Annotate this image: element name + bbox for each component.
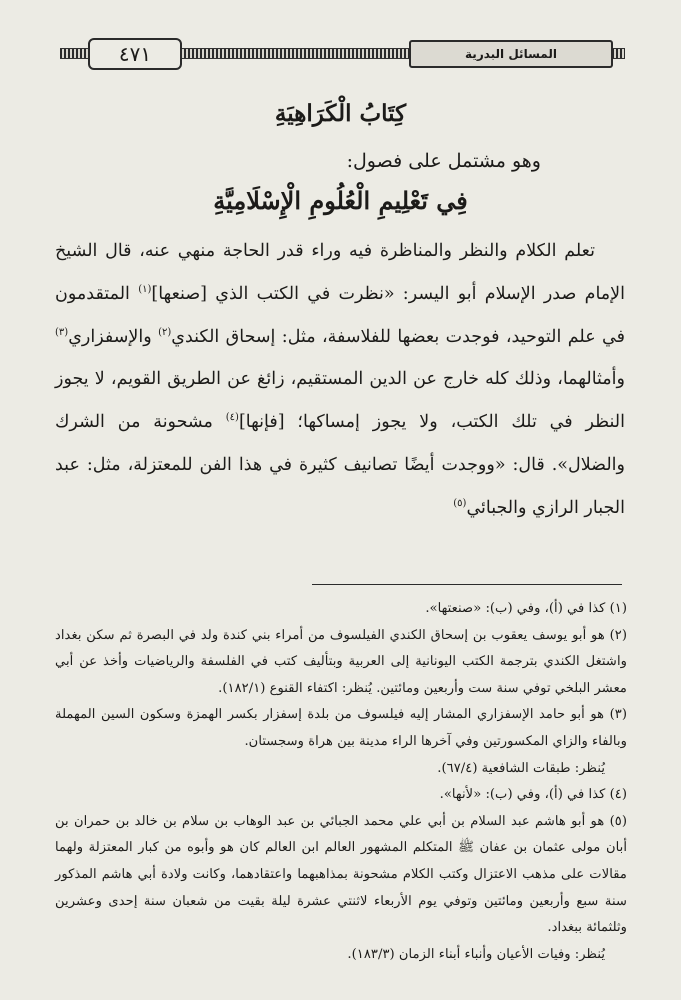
footnote-4: (٤) كذا في (أ)، وفي (ب): «لأنها». bbox=[439, 787, 627, 803]
page-number: ٤٧١ bbox=[88, 38, 182, 70]
book-title: كِتَابُ الْكَرَاهِيَةِ bbox=[274, 100, 407, 127]
footnote-1: (١) كذا في (أ)، وفي (ب): «صنعتها». bbox=[425, 601, 627, 616]
body-text-part-1: تعلم الكلام والنظر والمناظرة فيه وراء قدر الحاجة منهي عنه، قال الشيخ الإمام صدر الإسلام أبو اليسر: «نظرت في الكتب الذي [صنعها] bbox=[55, 241, 625, 304]
footnote-3-reference: يُنظر: طبقات الشافعية (٦٧/٤). bbox=[437, 760, 605, 776]
page-header bbox=[60, 38, 625, 68]
footnote-ref-2: (٢) bbox=[158, 326, 172, 338]
body-text-part-5: مشحونة من الشرك والضلال». قال: «ووجدت أيضًا تصانيف كثيرة في هذا الفن للمعتزلة، مثل: عبد الجبار الرازي والجبائي bbox=[55, 412, 625, 518]
footnotes bbox=[55, 596, 627, 968]
footnote-3: (٣) هو أبو حامد الإسفزاري المشار إليه فيلسوف من بلدة إسفزار بكسر الهمزة وسكون السين المهملة وبالفاء والزاي المكسورتين وفي آخرها الراء مدينة بين هراة وسجستان. bbox=[55, 707, 627, 749]
intro-line: وهو مشتمل على فصول: bbox=[346, 150, 541, 172]
section-title: فِي تَعْلِيمِ الْعُلُومِ الْإِسْلَامِيَّةِ bbox=[213, 186, 468, 215]
footnote-2: (٢) هو أبو يوسف يعقوب بن إسحاق الكندي الفيلسوف من أمراء بني كندة ولد في البصرة ثم سكن بغداد واشتغل الكندي بترجمة الكتب اليونانية إلى العربية وبتأليف كتب في الفلسفة والرياضيات وأخذ عن أبي معشر البلخي توفي سنة ست وأربعين ومائتين. يُنظر: اكتفاء القنوع (١٨٢/١). bbox=[55, 627, 627, 696]
footnote-ref-5: (٥) bbox=[453, 497, 467, 509]
body-text-part-2: المتقدمون في علم التوحيد، فوجدت بعضها للفلاسفة، مثل: إسحاق الكندي bbox=[55, 283, 625, 347]
running-title: المسائل البدرية bbox=[409, 40, 613, 68]
footnote-5-reference: يُنظر: وفيات الأعيان وأنباء أبناء الزمان (١٨٣/٣). bbox=[347, 946, 605, 962]
footnote-ref-4: (٤) bbox=[225, 412, 239, 424]
body-text-part-4: وأمثالهما، وذلك كله خارج عن الدين المستقيم، زائغ عن الطريق القويم، لا يجوز النظر في تلك الكتب، ولا يجوز إمساكها؛ [فإنها] bbox=[55, 369, 625, 433]
footnote-5: (٥) هو أبو هاشم عبد السلام بن أبي علي محمد الجبائي بن عبد الوهاب بن سلام بن خالد بن حمران بن أبان مولى عثمان بن عفان ﷺ المتكلم المشهور العالم ابن العالم كان هو وأبوه من كبار المعتزلة ولهما مقالات على مذهب الاعتزال وكتب الكلام مشحونة بمذاهبهما واعتقادهما، وكانت ولادة أبي هاشم المذكور سنة سبع وأربعين ومائتين وتوفي يوم الأربعاء لاثنتي عشرة ليلة بقيت من شعبان سنة إحدى وعشرين وثلثمائة ببغداد. bbox=[55, 813, 627, 936]
body-text-part-3: والإسفزاري bbox=[68, 326, 159, 347]
footnote-separator bbox=[312, 584, 622, 585]
footnote-ref-1: (١) bbox=[138, 283, 152, 295]
body-paragraph bbox=[55, 230, 625, 530]
footnote-ref-3: (٣) bbox=[55, 326, 69, 338]
